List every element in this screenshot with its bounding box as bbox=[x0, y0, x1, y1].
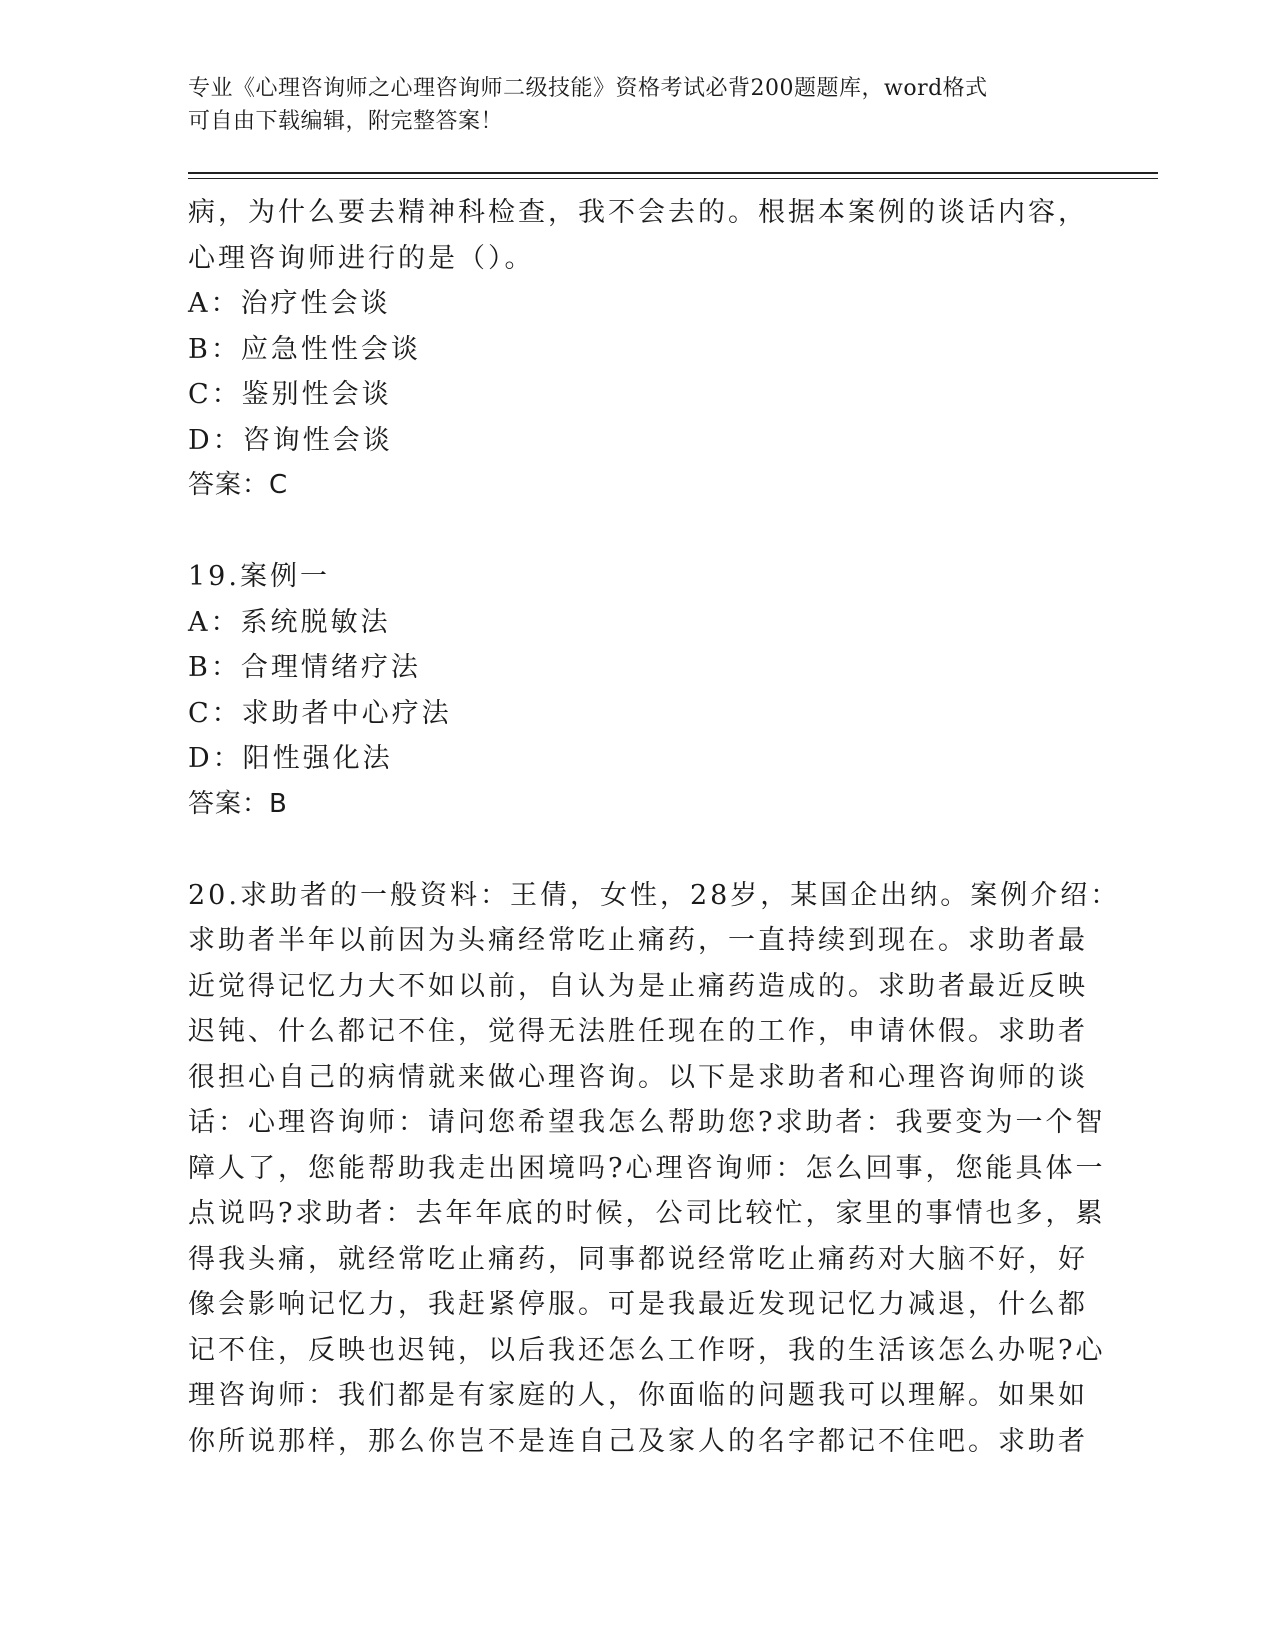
answer-line: 答案：C bbox=[188, 470, 289, 500]
question-20 bbox=[188, 873, 1121, 1465]
page-header bbox=[188, 72, 1068, 138]
header-divider-thick bbox=[188, 172, 1158, 174]
header-divider-thin bbox=[188, 178, 1158, 179]
page-content bbox=[188, 190, 1121, 1464]
question-18 bbox=[188, 190, 1088, 509]
paragraph-line: 话：心理咨询师：请问您希望我怎么帮助您?求助者：我要变为一个智 bbox=[188, 1107, 1106, 1138]
header-title-line-1: 专业《心理咨询师之心理咨询师二级技能》资格考试必背200题题库，word格式 bbox=[188, 76, 988, 101]
option-c: C：求助者中心疗法 bbox=[188, 697, 452, 729]
paragraph-line: 理咨询师：我们都是有家庭的人，你面临的问题我可以理解。如果如 bbox=[188, 1380, 1088, 1411]
spacer bbox=[188, 509, 1088, 555]
paragraph-line: 你所说那样，那么你岂不是连自己及家人的名字都记不住吧。求助者 bbox=[188, 1425, 1088, 1457]
question-19 bbox=[188, 554, 1088, 827]
paragraph-line: 得我头痛，就经常吃止痛药，同事都说经常吃止痛药对大脑不好，好 bbox=[188, 1243, 1088, 1275]
option-c: C：鉴别性会谈 bbox=[188, 379, 392, 410]
paragraph-line: 近觉得记忆力大不如以前，自认为是止痛药造成的。求助者最近反映 bbox=[188, 970, 1088, 1002]
option-a: A：治疗性会谈 bbox=[188, 288, 391, 319]
paragraph-line: 障人了，您能帮助我走出困境吗?心理咨询师：怎么回事，您能具体一 bbox=[188, 1152, 1106, 1184]
option-d: D：阳性强化法 bbox=[188, 743, 393, 774]
spacer bbox=[188, 827, 1088, 873]
paragraph-line: 迟钝、什么都记不住，觉得无法胜任现在的工作，申请休假。求助者 bbox=[188, 1016, 1088, 1047]
paragraph-line: 20.求助者的一般资料：王倩，女性，28岁，某国企出纳。案例介绍： bbox=[188, 879, 1121, 911]
option-b: B：应急性性会谈 bbox=[188, 333, 421, 365]
question-stem-line: 心理咨询师进行的是（）。 bbox=[188, 242, 535, 274]
option-d: D：咨询性会谈 bbox=[188, 424, 393, 456]
header-title-line-2: 可自由下载编辑，附完整答案！ bbox=[188, 109, 504, 134]
question-stem-line: 病，为什么要去精神科检查，我不会去的。根据本案例的谈话内容， bbox=[188, 197, 1088, 228]
paragraph-line: 像会影响记忆力，我赶紧停服。可是我最近发现记忆力减退，什么都 bbox=[188, 1289, 1088, 1320]
paragraph-line: 很担心自己的病情就来做心理咨询。以下是求助者和心理咨询师的谈 bbox=[188, 1061, 1088, 1093]
paragraph-line: 求助者半年以前因为头痛经常吃止痛药，一直持续到现在。求助者最 bbox=[188, 925, 1088, 956]
question-stem: 19.案例一 bbox=[188, 561, 330, 592]
paragraph-line: 记不住，反映也迟钝，以后我还怎么工作呀，我的生活该怎么办呢?心 bbox=[188, 1334, 1106, 1366]
answer-line: 答案：B bbox=[188, 788, 288, 819]
option-b: B：合理情绪疗法 bbox=[188, 652, 421, 683]
option-a: A：系统脱敏法 bbox=[188, 606, 391, 638]
paragraph-line: 点说吗?求助者：去年年底的时候，公司比较忙，家里的事情也多，累 bbox=[188, 1198, 1106, 1229]
